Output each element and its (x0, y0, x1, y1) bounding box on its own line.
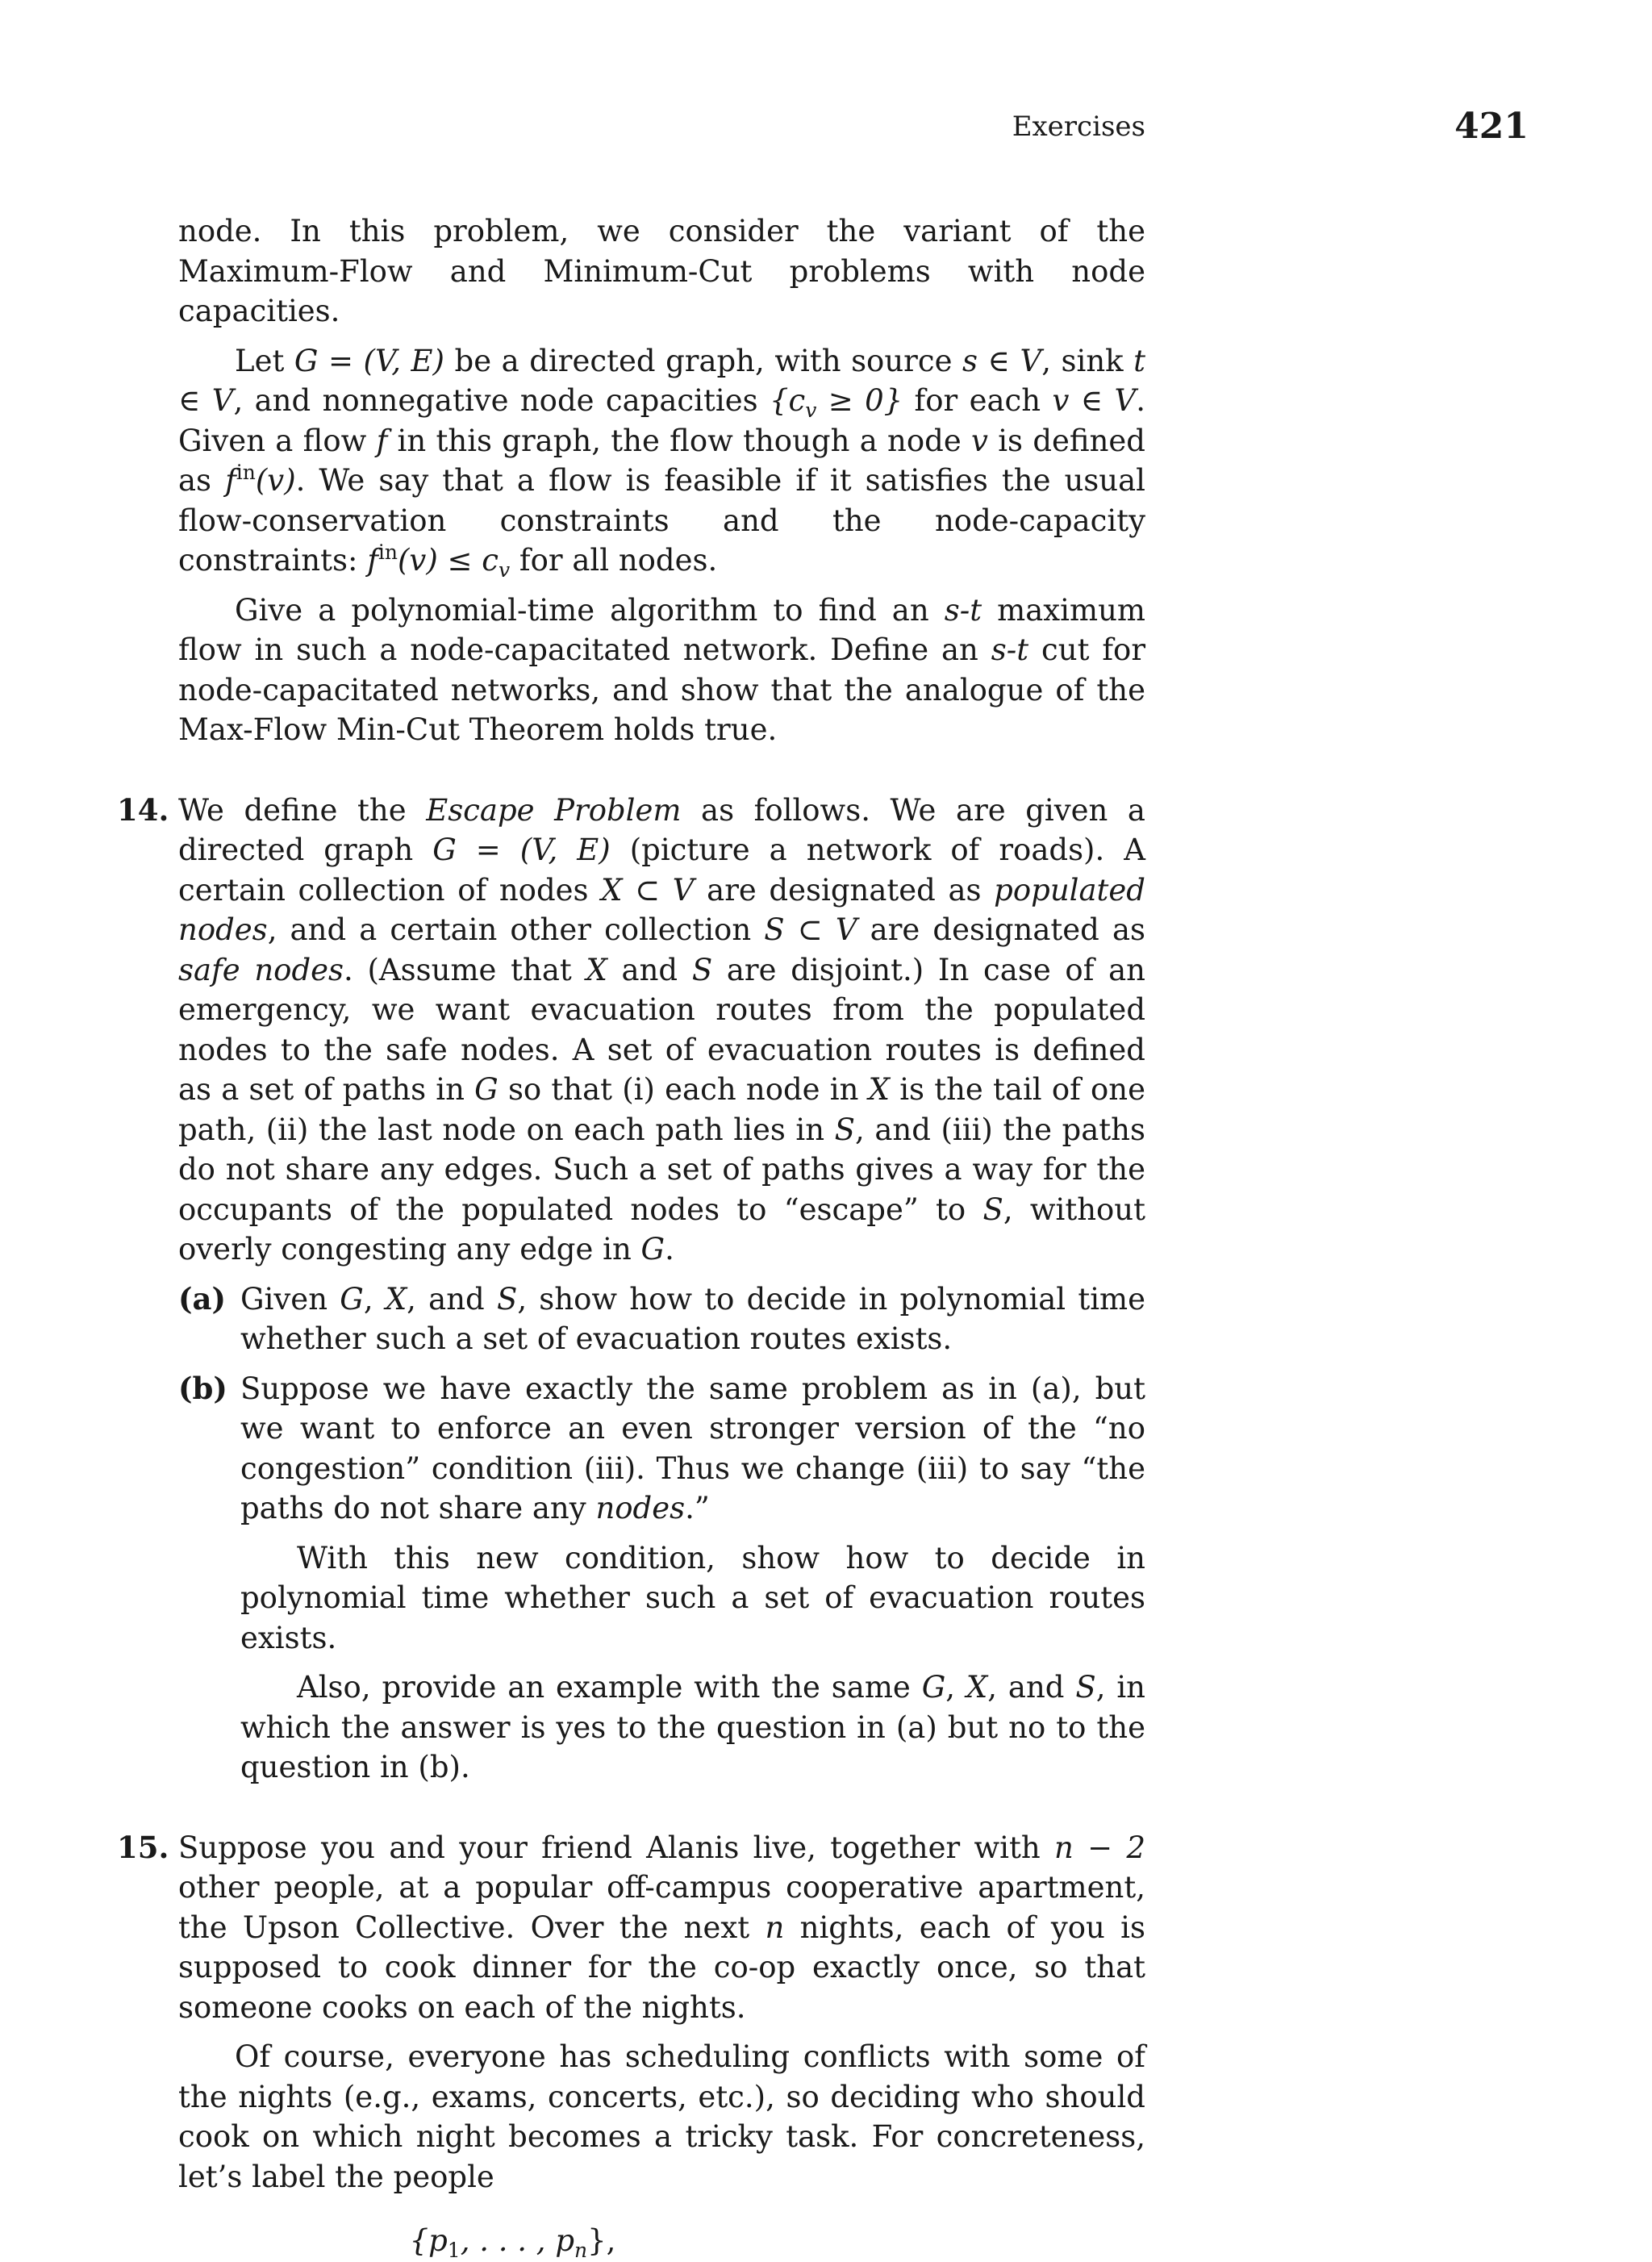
math: s-t (991, 632, 1029, 667)
section-title: Exercises (1012, 111, 1145, 143)
exercise-15-paragraph-2: Of course, everyone has scheduling conflicts with some of the nights (e.g., exams, concerts, etc.), so deciding who should cook on which night becomes a tricky task. For concreteness, let’s label the people (178, 2039, 1145, 2194)
math: X ⊂ V (601, 872, 695, 908)
part-b-paragraph-3: Also, provide an example with the same G, X, and S, in which the answer is yes to the question in (a) but no to the question in (b). (240, 1670, 1146, 1784)
page-body (117, 211, 1146, 2262)
math: $f^{in}(v) \le c_v$ (367, 540, 511, 582)
exercise-number: 14. (117, 791, 169, 828)
math: $f^{in}(v)$ (225, 461, 296, 498)
exercise-14 (117, 791, 1146, 1788)
intro-paragraph-3: Give a polynomial-time algorithm to find an s-t maximum flow in such a node-capacitated network. Define an s-t cut for node-capacitated networks, and show that the analogue of the Max-Flow Min-Cut Theorem holds true. (178, 592, 1146, 747)
math: f (376, 423, 388, 458)
exercise-14-part-a: (a) Given G, X, and S, show how to decide in polynomial time whether such a set of evacuation routes exists. (178, 1280, 1146, 1356)
math: S ⊂ V (764, 912, 857, 947)
math: G = (V, E) (432, 833, 611, 867)
display-math: {$p_1$, . . . , $p_n$}, (409, 2223, 616, 2262)
exercise-15 (117, 1828, 1145, 2262)
math: s-t (944, 592, 982, 628)
math: v (971, 423, 988, 458)
exercise-number: 15. (117, 1829, 169, 1865)
page-number: 421 (1454, 106, 1529, 147)
math: s ∈ V (962, 343, 1042, 378)
math: t ∈ V (178, 343, 1145, 418)
exercise-15-paragraph-1: Suppose you and your friend Alanis live, together with n − 2 other people, at a popular off-campus cooperative apartment, the Upson Collective. Over the next n nights, each of you is supposed to cook dinner for the co-op exactly once, so that someone cooks on each of the nights. (178, 1830, 1145, 2025)
math: G = (V, E) (294, 343, 444, 378)
intro-paragraph-1: node. In this problem, we consider the variant of the Maximum-Flow and Minimum-Cut problems with node capacities. (178, 214, 1145, 328)
math: $\{c_v \ge 0\}$ (769, 383, 903, 422)
exercise-14-statement: We define the Escape Problem as follows. We are given a directed graph G = (V, E) (picture a network of roads). A certain collection of nodes X ⊂ V are designated as populated nodes, and a certain other collection S ⊂ V are designated as safe nodes. (Assume that X and S are disjoint.) In case of an emergency, we want evacuation routes from the populated nodes to the safe nodes. A set of evacuation routes is defined as a set of paths in G so that (i) each node in X is the tail of one path, (ii) the last node on each path lies in S, and (iii) the paths do not share any edges. Such a set of paths gives a way for the occupants of the populated nodes to “escape” to S, without overly congesting any edge in G. (178, 792, 1146, 1267)
exercise-14-part-b: (b) Suppose we have exactly the same problem as in (a), but we want to enforce an even stronger version of the “no congestion” condition (iii). Thus we change (iii) to say “the paths do not share any nodes.” With this new condition, show how to decide in polynomial time whether such a set of evacuation routes exists. Also, provide an example with the same G, X, and S, in which the answer is yes to the question in (a) but no to the question in (b). (240, 1369, 1145, 1788)
part-b-paragraph-2: With this new condition, show how to decide in polynomial time whether such a set of evacuation routes exists. (240, 1540, 1145, 1655)
running-head (0, 0, 1652, 177)
intro-paragraph-2: Let G = (V, E) be a directed graph, with source s ∈ V, sink t ∈ V, and nonnegative node capacities $\{c_v \ge 0\}$ for each v ∈ V. Given a flow f in this graph, the flow though a node v is defined as $f^{in}(v)$. We say that a flow is feasible if it satisfies the usual flow-conservation constraints and the node-capacity constraints: $f^{in}(v) \le c_v$ for all nodes. (178, 343, 1146, 582)
part-label: (a) (178, 1280, 226, 1317)
math: v ∈ V (1052, 383, 1137, 418)
part-label: (b) (178, 1370, 227, 1406)
